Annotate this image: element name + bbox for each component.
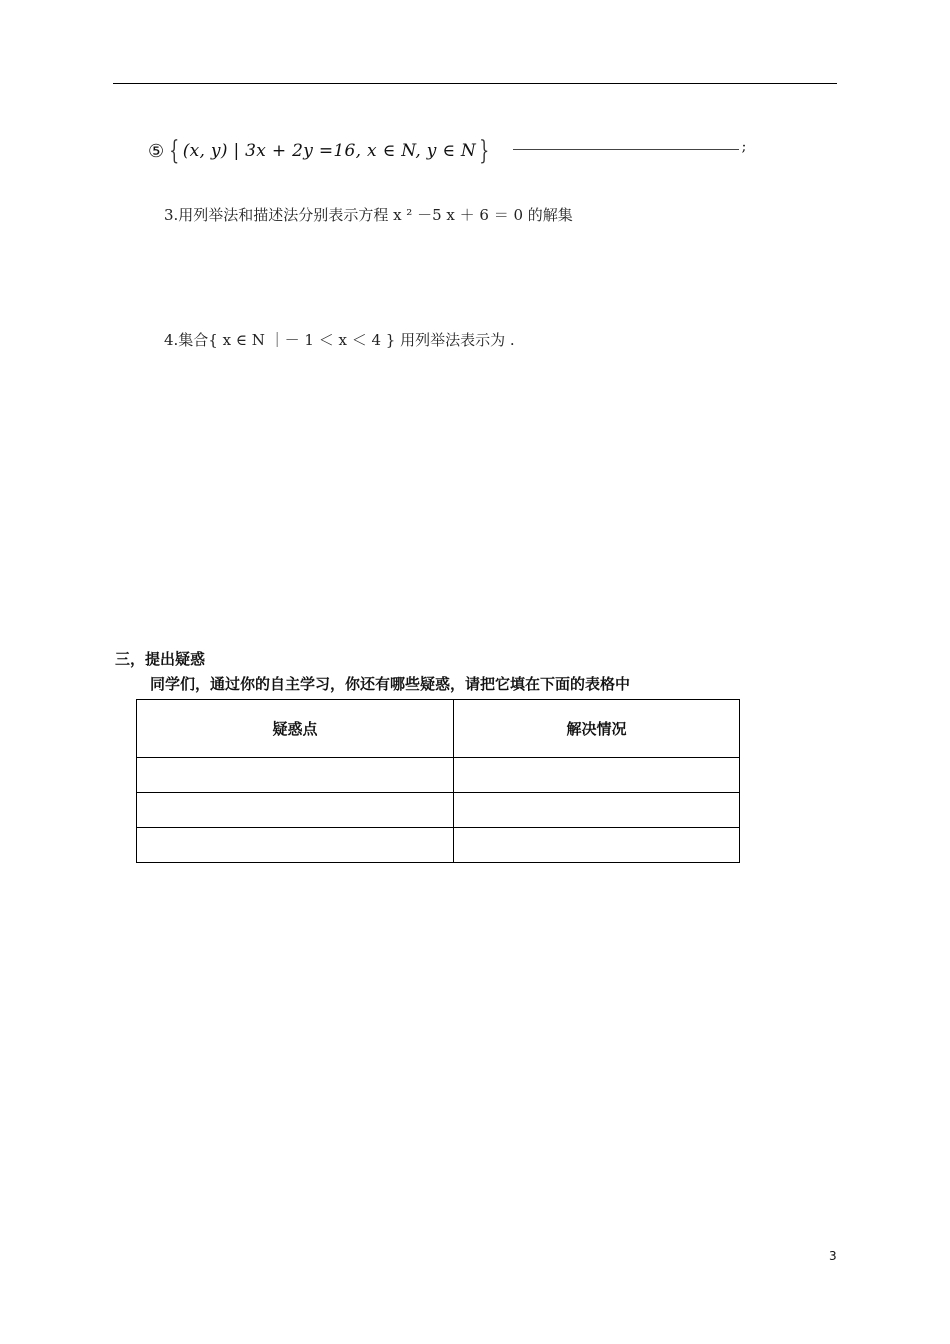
table-header-row bbox=[137, 700, 740, 758]
section-heading: 三，提出疑惑 bbox=[115, 650, 206, 668]
exercise-item-5 bbox=[148, 136, 746, 166]
set-open-brace: { bbox=[169, 136, 180, 166]
doubt-cell[interactable] bbox=[137, 793, 454, 828]
header-resolution: 解决情况 bbox=[454, 700, 740, 758]
section-intro: 同学们，通过你的自主学习，你还有哪些疑惑，请把它填在下面的表格中 bbox=[150, 675, 631, 693]
doubt-cell[interactable] bbox=[137, 828, 454, 863]
question-4: 4.集合{ x ∈ N ｜－ 1 ＜ x ＜ 4 } 用列举法表示为 . bbox=[164, 331, 515, 349]
page-number: 3 bbox=[829, 1249, 837, 1263]
question-3: 3.用列举法和描述法分别表示方程 x ² －5 x ＋ 6 ＝ 0 的解集 bbox=[164, 206, 573, 224]
header-rule bbox=[113, 83, 837, 84]
doubt-cell[interactable] bbox=[137, 758, 454, 793]
end-punctuation: ; bbox=[741, 139, 747, 155]
resolution-cell[interactable] bbox=[454, 828, 740, 863]
set-close-brace: } bbox=[479, 136, 490, 166]
resolution-cell[interactable] bbox=[454, 793, 740, 828]
resolution-cell[interactable] bbox=[454, 758, 740, 793]
header-doubt-point: 疑惑点 bbox=[137, 700, 454, 758]
table-row bbox=[137, 793, 740, 828]
item-marker: ⑤ bbox=[148, 140, 165, 162]
table-row bbox=[137, 758, 740, 793]
answer-blank[interactable] bbox=[513, 149, 739, 150]
set-expression: (x, y) | 3x + 2y =16, x ∈ N, y ∈ N bbox=[182, 141, 477, 161]
doubts-table bbox=[136, 699, 740, 863]
table-row bbox=[137, 828, 740, 863]
